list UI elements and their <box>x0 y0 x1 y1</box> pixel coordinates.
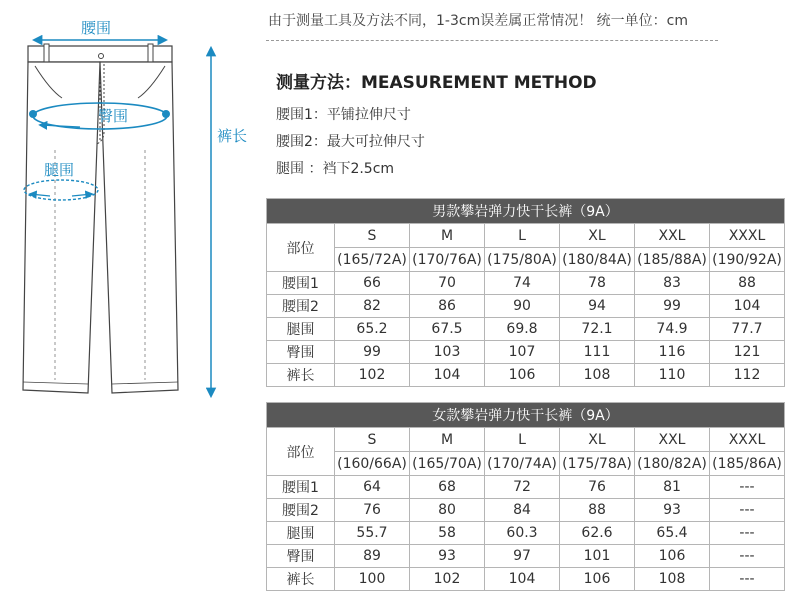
cell: 93 <box>410 545 485 568</box>
cell: 106 <box>635 545 710 568</box>
table-row <box>267 318 785 341</box>
table-row <box>267 272 785 295</box>
table-row <box>267 295 785 318</box>
waist-label: 腰围 <box>80 19 112 37</box>
pants-diagram <box>0 0 260 420</box>
cell: 60.3 <box>485 522 560 545</box>
cell: 104 <box>410 364 485 387</box>
cell: 108 <box>635 568 710 591</box>
cell: 76 <box>560 476 635 499</box>
cell: 76 <box>335 499 410 522</box>
size-name: XXXL <box>710 224 785 248</box>
cell: --- <box>710 522 785 545</box>
cell: 99 <box>335 341 410 364</box>
size-name: XXL <box>635 428 710 452</box>
row-label: 裤长 <box>267 568 335 591</box>
cell: 116 <box>635 341 710 364</box>
divider <box>266 40 718 41</box>
table-row <box>267 476 785 499</box>
size-spec: (175/80A) <box>485 248 560 272</box>
part-header: 部位 <box>267 224 335 272</box>
size-name: XL <box>560 224 635 248</box>
row-label: 腰围1 <box>267 476 335 499</box>
row-label: 腰围2 <box>267 295 335 318</box>
cell: 78 <box>560 272 635 295</box>
size-name: S <box>335 224 410 248</box>
cell: 88 <box>710 272 785 295</box>
table-title: 男款攀岩弹力快干长裤（9A） <box>267 199 785 224</box>
cell: 89 <box>335 545 410 568</box>
cell: --- <box>710 568 785 591</box>
size-spec: (185/86A) <box>710 452 785 476</box>
cell: 90 <box>485 295 560 318</box>
row-label: 臀围 <box>267 545 335 568</box>
part-header: 部位 <box>267 428 335 476</box>
row-label: 裤长 <box>267 364 335 387</box>
table-row <box>267 522 785 545</box>
cell: --- <box>710 476 785 499</box>
size-spec: (160/66A) <box>335 452 410 476</box>
measurement-note: 由于测量工具及方法不同，1-3cm误差属正常情况！ 统一单位：cm <box>268 13 688 29</box>
cell: 99 <box>635 295 710 318</box>
size-name: L <box>485 224 560 248</box>
cell: 104 <box>485 568 560 591</box>
men-size-table <box>266 198 785 387</box>
cell: 69.8 <box>485 318 560 341</box>
cell: 72.1 <box>560 318 635 341</box>
row-label: 腰围1 <box>267 272 335 295</box>
size-name: M <box>410 224 485 248</box>
cell: 72 <box>485 476 560 499</box>
cell: 82 <box>335 295 410 318</box>
cell: 112 <box>710 364 785 387</box>
cell: 68 <box>410 476 485 499</box>
cell: 102 <box>410 568 485 591</box>
cell: 62.6 <box>560 522 635 545</box>
cell: 97 <box>485 545 560 568</box>
table-row <box>267 341 785 364</box>
thigh-label: 腿围 <box>43 161 75 179</box>
size-name: L <box>485 428 560 452</box>
cell: 110 <box>635 364 710 387</box>
cell: 70 <box>410 272 485 295</box>
cell: 77.7 <box>710 318 785 341</box>
cell: 107 <box>485 341 560 364</box>
size-spec: (185/88A) <box>635 248 710 272</box>
cell: 103 <box>410 341 485 364</box>
cell: 64 <box>335 476 410 499</box>
women-size-table <box>266 402 785 591</box>
size-name: XXXL <box>710 428 785 452</box>
size-spec: (175/78A) <box>560 452 635 476</box>
cell: 80 <box>410 499 485 522</box>
table-row <box>267 364 785 387</box>
size-spec: (180/84A) <box>560 248 635 272</box>
size-spec: (170/74A) <box>485 452 560 476</box>
row-label: 腿围 <box>267 318 335 341</box>
table-row <box>267 545 785 568</box>
cell: 65.2 <box>335 318 410 341</box>
cell: 93 <box>635 499 710 522</box>
cell: 88 <box>560 499 635 522</box>
size-spec: (170/76A) <box>410 248 485 272</box>
cell: 104 <box>710 295 785 318</box>
cell: 81 <box>635 476 710 499</box>
size-spec: (165/70A) <box>410 452 485 476</box>
table-title: 女款攀岩弹力快干长裤（9A） <box>267 403 785 428</box>
size-name: S <box>335 428 410 452</box>
size-name: XL <box>560 428 635 452</box>
cell: 102 <box>335 364 410 387</box>
method-title: 测量方法：MEASUREMENT METHOD <box>276 73 597 93</box>
hip-label: 臀围 <box>97 107 129 125</box>
cell: 74.9 <box>635 318 710 341</box>
cell: 66 <box>335 272 410 295</box>
cell: 84 <box>485 499 560 522</box>
cell: 65.4 <box>635 522 710 545</box>
size-name: XXL <box>635 224 710 248</box>
size-spec: (180/82A) <box>635 452 710 476</box>
cell: --- <box>710 545 785 568</box>
cell: 111 <box>560 341 635 364</box>
cell: 94 <box>560 295 635 318</box>
cell: 74 <box>485 272 560 295</box>
row-label: 臀围 <box>267 341 335 364</box>
method-line-thigh: 腿围 ：裆下2.5cm <box>276 161 395 177</box>
row-label: 腿围 <box>267 522 335 545</box>
method-line-waist2: 腰围2：最大可拉伸尺寸 <box>276 134 425 150</box>
cell: 55.7 <box>335 522 410 545</box>
cell: --- <box>710 499 785 522</box>
size-spec: (165/72A) <box>335 248 410 272</box>
cell: 100 <box>335 568 410 591</box>
cell: 86 <box>410 295 485 318</box>
cell: 67.5 <box>410 318 485 341</box>
size-name: M <box>410 428 485 452</box>
cell: 58 <box>410 522 485 545</box>
cell: 106 <box>560 568 635 591</box>
cell: 106 <box>485 364 560 387</box>
cell: 83 <box>635 272 710 295</box>
method-line-waist1: 腰围1：平铺拉伸尺寸 <box>276 107 411 123</box>
cell: 108 <box>560 364 635 387</box>
table-row <box>267 499 785 522</box>
cell: 121 <box>710 341 785 364</box>
cell: 101 <box>560 545 635 568</box>
table-row <box>267 568 785 591</box>
length-label: 裤长 <box>216 127 248 145</box>
row-label: 腰围2 <box>267 499 335 522</box>
size-spec: (190/92A) <box>710 248 785 272</box>
